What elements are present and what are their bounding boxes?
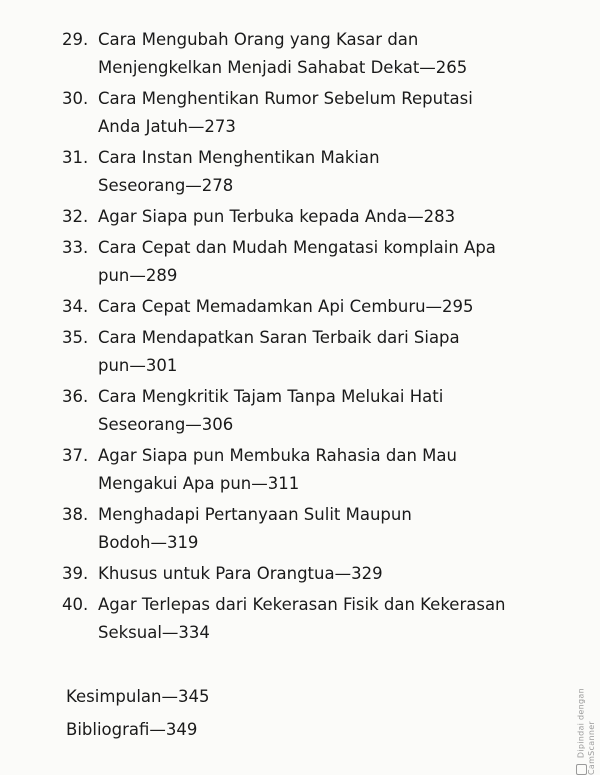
- entry-text-line: Seksual—334: [98, 623, 210, 642]
- entry-number: 38.: [62, 505, 89, 524]
- entry-text-line: Khusus untuk Para Orangtua—329: [98, 564, 383, 583]
- scanner-watermark: [576, 645, 596, 775]
- toc-entry-34: [0, 293, 600, 321]
- camscanner-logo-icon: [576, 764, 587, 775]
- entry-number: 40.: [62, 595, 89, 614]
- entry-text-line: Cara Mengkritik Tajam Tanpa Melukai Hati: [98, 387, 444, 406]
- toc-entry-40: [0, 591, 600, 647]
- entry-text-line: Cara Cepat Memadamkan Api Cemburu—295: [98, 297, 474, 316]
- toc-entry-31: [0, 144, 600, 200]
- toc-entry-29: [0, 26, 600, 82]
- toc-entry-39: [0, 560, 600, 588]
- entry-text-line: Bodoh—319: [98, 533, 199, 552]
- entry-number: 34.: [62, 297, 89, 316]
- toc-entry-33: [0, 234, 600, 290]
- toc-bibliography: Bibliografi—349: [66, 720, 198, 739]
- toc-conclusion: Kesimpulan—345: [66, 687, 210, 706]
- entry-number: 39.: [62, 564, 89, 583]
- entry-text-line: Cara Menghentikan Rumor Sebelum Reputasi: [98, 89, 473, 108]
- entry-text-line: Seseorang—278: [98, 176, 234, 195]
- toc-entry-37: [0, 442, 600, 498]
- entry-number: 35.: [62, 328, 89, 347]
- watermark-text: Dipindai dengan CamScanner: [576, 688, 596, 775]
- entry-text-line: pun—289: [98, 266, 178, 285]
- entry-text-line: Menghadapi Pertanyaan Sulit Maupun: [98, 505, 412, 524]
- table-of-contents: [0, 26, 600, 650]
- entry-number: 29.: [62, 30, 89, 49]
- toc-entry-38: [0, 501, 600, 557]
- entry-number: 36.: [62, 387, 89, 406]
- entry-text-line: Mengakui Apa pun—311: [98, 474, 300, 493]
- entry-number: 33.: [62, 238, 89, 257]
- entry-number: 31.: [62, 148, 89, 167]
- entry-number: 30.: [62, 89, 89, 108]
- entry-number: 37.: [62, 446, 89, 465]
- toc-entry-36: [0, 383, 600, 439]
- entry-text-line: Menjengkelkan Menjadi Sahabat Dekat—265: [98, 58, 468, 77]
- entry-text-line: Agar Terlepas dari Kekerasan Fisik dan Kekerasan: [98, 595, 506, 614]
- entry-text-line: pun—301: [98, 356, 178, 375]
- entry-text-line: Cara Mendapatkan Saran Terbaik dari Siapa: [98, 328, 460, 347]
- toc-entry-35: [0, 324, 600, 380]
- entry-text-line: Anda Jatuh—273: [98, 117, 236, 136]
- entry-text-line: Agar Siapa pun Terbuka kepada Anda—283: [98, 207, 456, 226]
- toc-entry-32: [0, 203, 600, 231]
- entry-text-line: Seseorang—306: [98, 415, 234, 434]
- entry-text-line: Cara Cepat dan Mudah Mengatasi komplain Apa: [98, 238, 496, 257]
- entry-text-line: Cara Mengubah Orang yang Kasar dan: [98, 30, 419, 49]
- toc-entry-30: [0, 85, 600, 141]
- entry-text-line: Cara Instan Menghentikan Makian: [98, 148, 380, 167]
- entry-number: 32.: [62, 207, 89, 226]
- entry-text-line: Agar Siapa pun Membuka Rahasia dan Mau: [98, 446, 457, 465]
